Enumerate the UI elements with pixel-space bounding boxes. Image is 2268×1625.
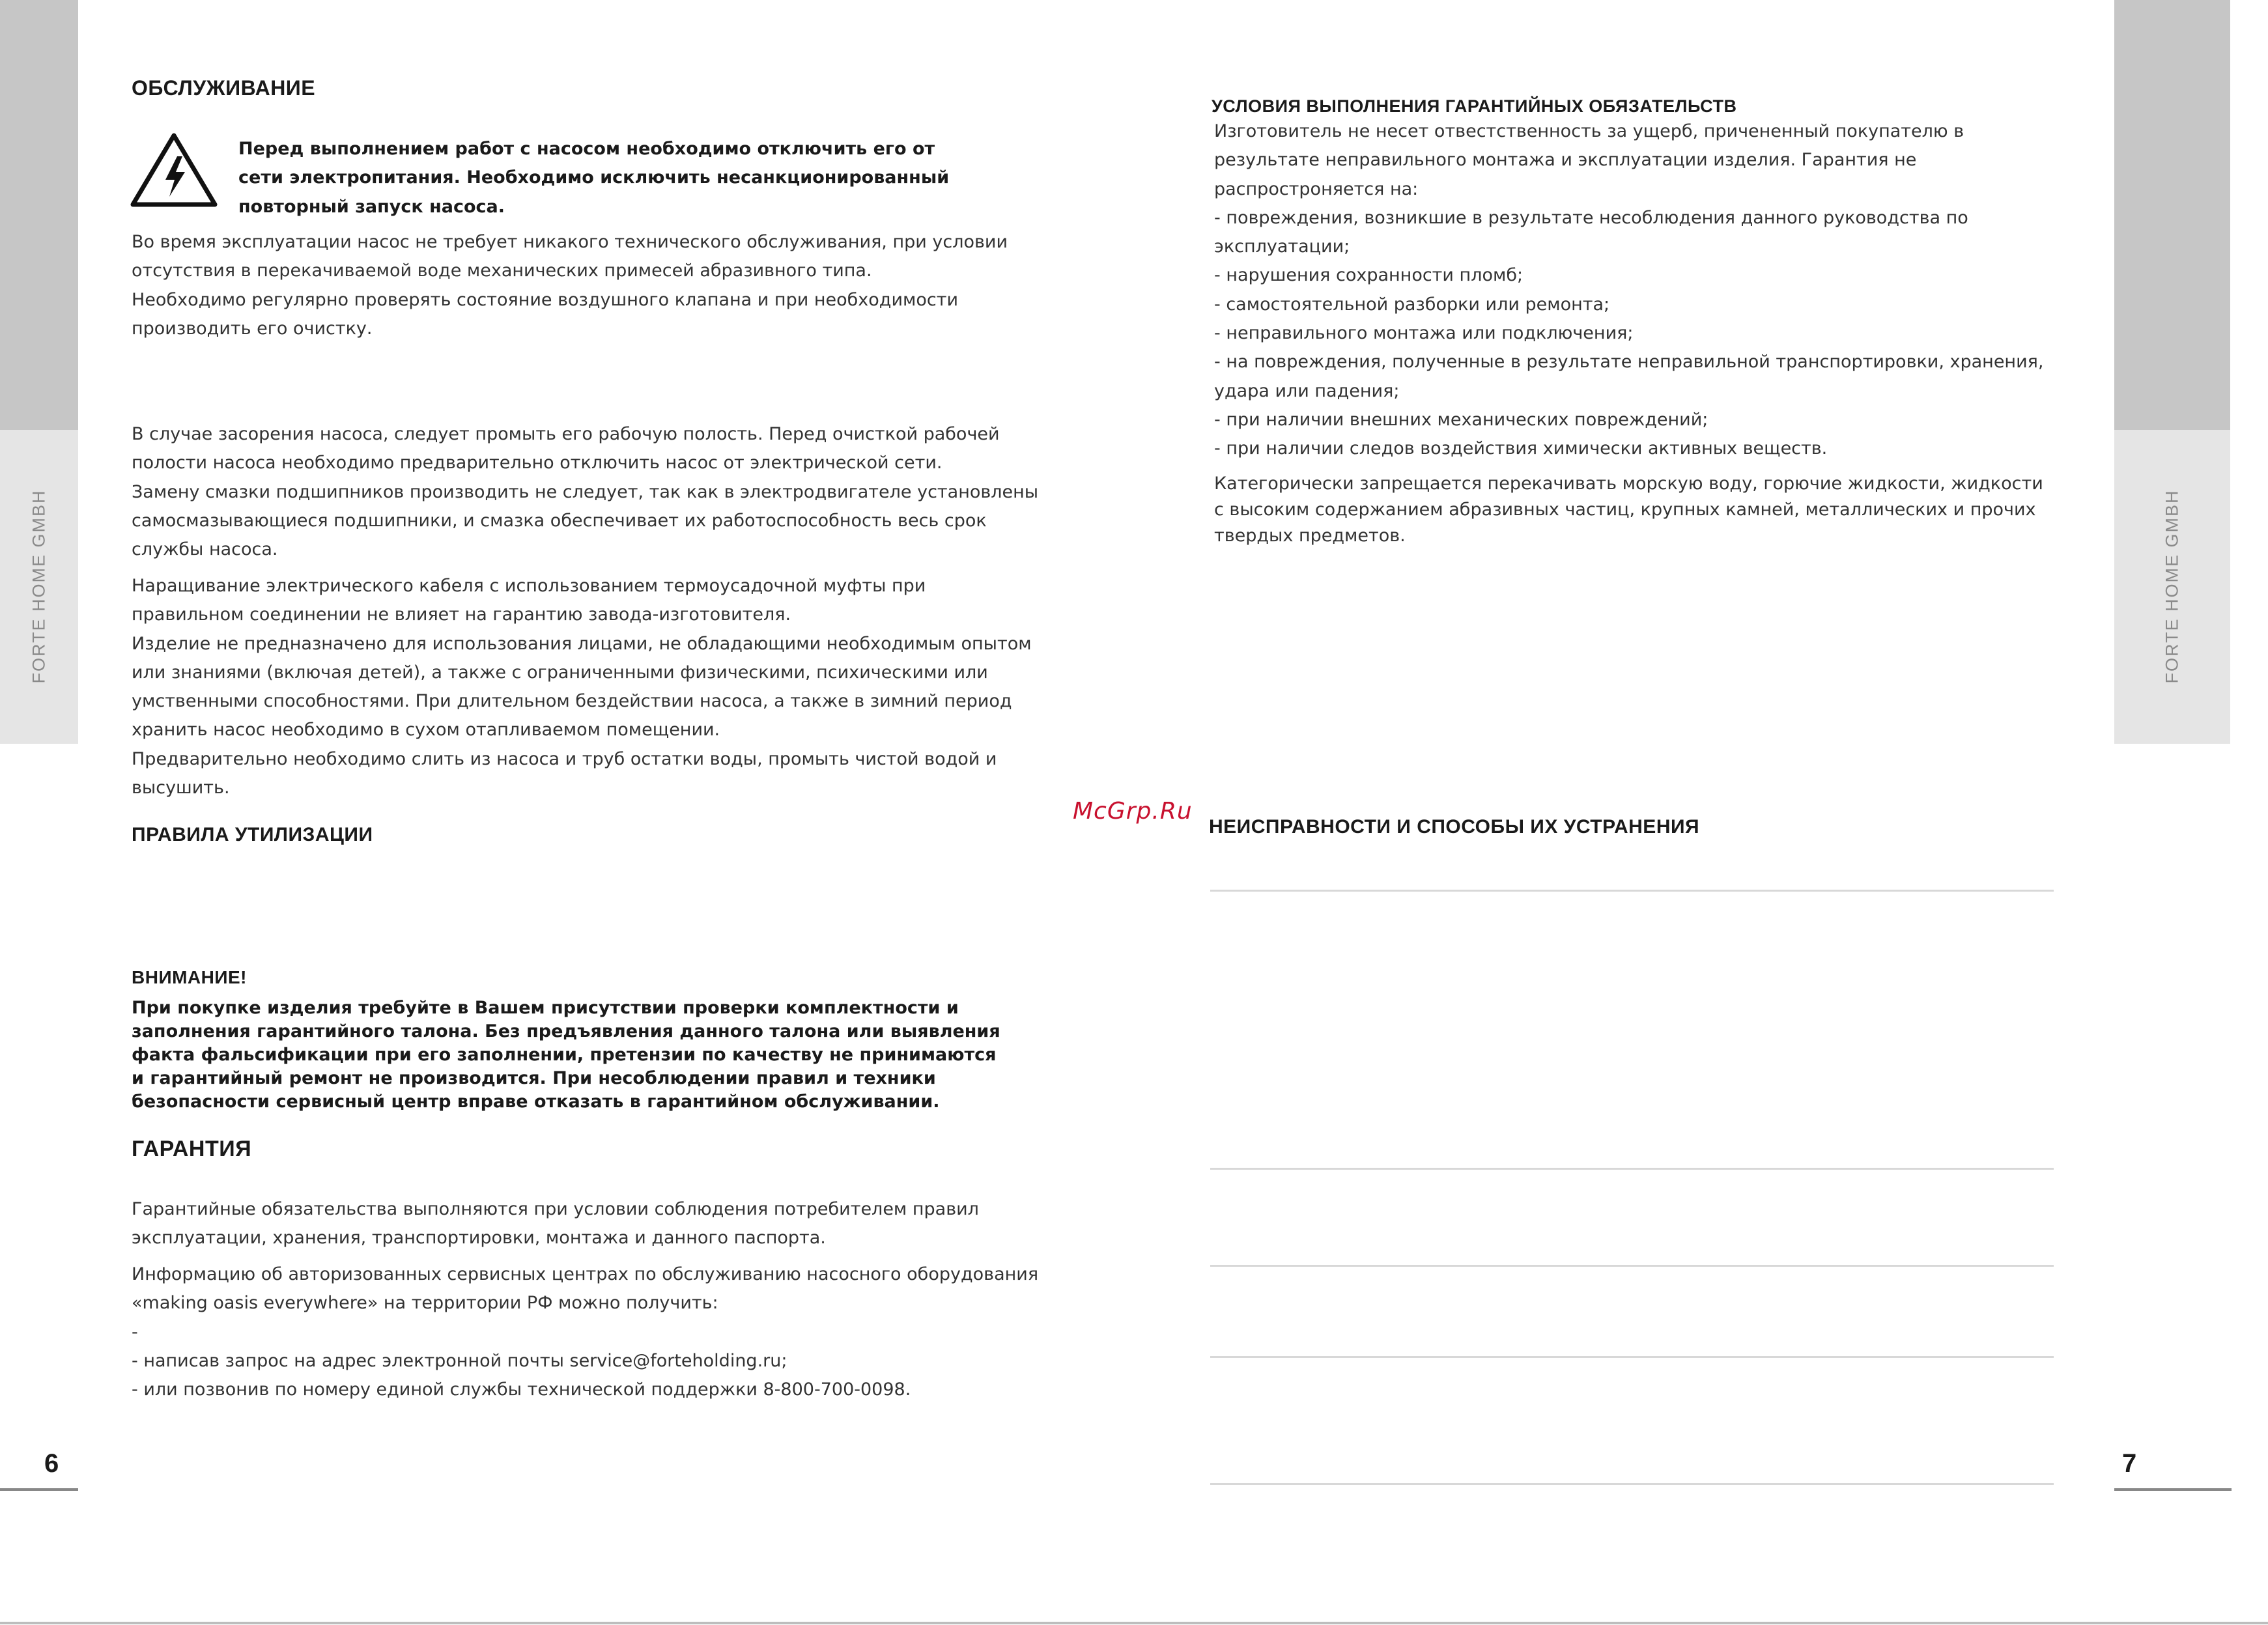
text-line: результате неправильного монтажа и эксплуатации изделия. Гарантия не bbox=[1214, 150, 1917, 171]
warranty-conditions-title: УСЛОВИЯ ВЫПОЛНЕНИЯ ГАРАНТИЙНЫХ ОБЯЗАТЕЛЬСТВ bbox=[1212, 96, 1737, 116]
text-line: - самостоятельной разборки или ремонта; bbox=[1214, 294, 1610, 315]
table-rule bbox=[1210, 1168, 2054, 1170]
prohibition-text bbox=[1214, 471, 2043, 549]
right-brand-label: FORTE HOME GMBH bbox=[2162, 489, 2182, 684]
left-side-strip-bottom bbox=[0, 430, 78, 744]
maintenance-paragraph-3 bbox=[132, 572, 1032, 802]
right-side-strip-top bbox=[2114, 0, 2230, 430]
maintenance-warning-text bbox=[238, 135, 949, 221]
attention-line: заполнения гарантийного талона. Без предъявления данного талона или выявления bbox=[132, 1021, 1000, 1041]
attention-title: ВНИМАНИЕ! bbox=[132, 967, 247, 987]
text-line: полости насоса необходимо предварительно отключить насос от электрической сети. bbox=[132, 453, 943, 473]
text-line: - bbox=[132, 1321, 138, 1342]
service-email-line: - написав запрос на адрес электронной почты service@forteholding.ru; bbox=[132, 1350, 787, 1371]
right-page-number: 7 bbox=[2122, 1449, 2137, 1478]
right-side-strip-bottom bbox=[2114, 430, 2230, 744]
troubleshooting-title: НЕИСПРАВНОСТИ И СПОСОБЫ ИХ УСТРАНЕНИЯ bbox=[1209, 816, 1700, 838]
warranty-paragraph-2 bbox=[132, 1260, 1038, 1404]
maintenance-title: ОБСЛУЖИВАНИЕ bbox=[132, 76, 316, 100]
text-line: «making oasis everywhere» на территории РФ можно получить: bbox=[132, 1293, 718, 1314]
text-line: - повреждения, возникшие в результате несоблюдения данного руководства по bbox=[1214, 207, 1968, 228]
attention-line: и гарантийный ремонт не производится. При несоблюдении правил и техники bbox=[132, 1068, 936, 1088]
table-rule bbox=[1210, 1265, 2054, 1267]
high-voltage-warning-icon bbox=[130, 132, 218, 208]
page-bottom-edge bbox=[0, 1622, 2268, 1624]
service-phone-line: - или позвонив по номеру единой службы технической поддержки 8-800-700-0098. bbox=[132, 1379, 911, 1400]
text-line: умственными способностями. При длительном бездействии насоса, а также в зимний период bbox=[132, 691, 1012, 712]
attention-text bbox=[132, 996, 1000, 1114]
left-page-number-rule bbox=[0, 1488, 78, 1491]
text-line: - неправильного монтажа или подключения; bbox=[1214, 323, 1634, 344]
attention-line: безопасности сервисный центр вправе отказать в гарантийном обслуживании. bbox=[132, 1092, 940, 1112]
warranty-conditions-text bbox=[1214, 117, 2043, 464]
left-side-strip-top bbox=[0, 0, 78, 430]
text-line: с высоким содержанием абразивных частиц, крупных камней, металлических и прочих bbox=[1214, 500, 2036, 520]
attention-line: факта фальсификации при его заполнении, претензии по качеству не принимаются bbox=[132, 1045, 997, 1065]
warranty-title: ГАРАНТИЯ bbox=[132, 1137, 252, 1161]
table-rule bbox=[1210, 1483, 2054, 1485]
warning-line: Перед выполнением работ с насосом необходимо отключить его от bbox=[238, 139, 935, 159]
text-line: эксплуатации; bbox=[1214, 236, 1350, 257]
text-line: службы насоса. bbox=[132, 539, 278, 560]
text-line: или знаниями (включая детей), а также с ограниченными физическими, психическими или bbox=[132, 662, 988, 683]
maintenance-paragraph-2 bbox=[132, 420, 1038, 564]
text-line: - при наличии внешних механических повреждений; bbox=[1214, 409, 1708, 430]
text-line: Гарантийные обязательства выполняются при условии соблюдения потребителем правил bbox=[132, 1199, 979, 1219]
text-line: Категорически запрещается перекачивать морскую воду, горючие жидкости, жидкости bbox=[1214, 473, 2043, 494]
left-brand-label: FORTE HOME GMBH bbox=[29, 489, 49, 684]
table-rule bbox=[1210, 890, 2054, 892]
text-line: отсутствия в перекачиваемой воде механических примесей абразивного типа. bbox=[132, 261, 872, 281]
warning-line: сети электропитания. Необходимо исключить несанкционированный bbox=[238, 167, 950, 188]
warning-line: повторный запуск насоса. bbox=[238, 196, 505, 217]
text-line: Изделие не предназначено для использования лицами, не обладающими необходимым опытом bbox=[132, 633, 1032, 654]
text-line: самосмазывающиеся подшипники, и смазка обеспечивает их работоспособность весь срок bbox=[132, 510, 987, 531]
text-line: Предварительно необходимо слить из насоса и труб остатки воды, промыть чистой водой и bbox=[132, 748, 997, 769]
text-line: Информацию об авторизованных сервисных центрах по обслуживанию насосного оборудования bbox=[132, 1264, 1039, 1284]
right-page-number-rule bbox=[2114, 1488, 2232, 1491]
text-line: Замену смазки подшипников производить не следует, так как в электродвигателе установлены bbox=[132, 481, 1039, 502]
text-line: распростроняется на: bbox=[1214, 178, 1419, 199]
left-page-number: 6 bbox=[44, 1449, 59, 1478]
warranty-paragraph-1 bbox=[132, 1195, 979, 1253]
maintenance-paragraph-1 bbox=[132, 228, 1008, 343]
text-line: правильном соединении не влияет на гарантию завода-изготовителя. bbox=[132, 604, 791, 625]
text-line: хранить насос необходимо в сухом отапливаемом помещении. bbox=[132, 720, 720, 741]
text-line: производить его очистку. bbox=[132, 318, 373, 339]
text-line: Во время эксплуатации насос не требует никакого технического обслуживания, при условии bbox=[132, 232, 1008, 252]
watermark: McGrp.Ru bbox=[1073, 798, 1193, 825]
text-line: - на повреждения, полученные в результате неправильной транспортировки, хранения, bbox=[1214, 352, 2044, 373]
text-line: - при наличии следов воздействия химически активных веществ. bbox=[1214, 438, 1828, 459]
text-line: твердых предметов. bbox=[1214, 526, 1406, 546]
text-line: - нарушения сохранности пломб; bbox=[1214, 265, 1524, 286]
text-line: Необходимо регулярно проверять состояние воздушного клапана и при необходимости bbox=[132, 289, 958, 310]
disposal-title: ПРАВИЛА УТИЛИЗАЦИИ bbox=[132, 824, 373, 845]
text-line: эксплуатации, хранения, транспортировки, монтажа и данного паспорта. bbox=[132, 1228, 826, 1249]
table-rule bbox=[1210, 1356, 2054, 1358]
text-line: удара или падения; bbox=[1214, 380, 1400, 401]
text-line: высушить. bbox=[132, 778, 230, 798]
text-line: Изготовитель не несет отвестственность за ущерб, причененный покупателю в bbox=[1214, 121, 1964, 141]
text-line: Наращивание электрического кабеля с использованием термоусадочной муфты при bbox=[132, 576, 926, 596]
attention-line: При покупке изделия требуйте в Вашем присутствии проверки комплектности и bbox=[132, 998, 959, 1018]
text-line: В случае засорения насоса, следует промыть его рабочую полость. Перед очисткой рабочей bbox=[132, 424, 1000, 444]
